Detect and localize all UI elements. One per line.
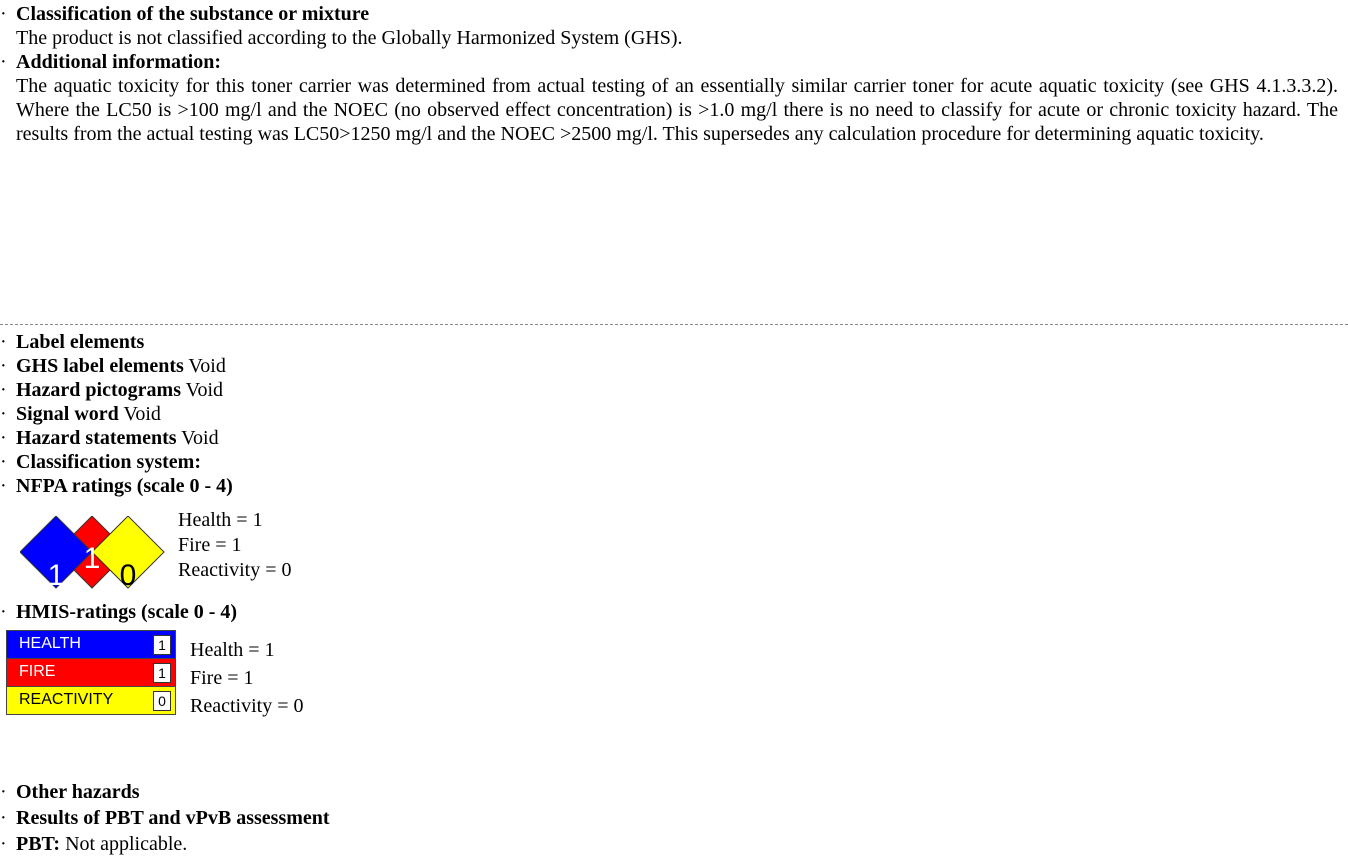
hazard-pictograms-line <box>0 378 223 402</box>
other-hazards-heading: Other hazards <box>16 781 140 803</box>
ghs-label-line <box>0 354 226 378</box>
hmis-health-label: HEALTH <box>19 635 81 652</box>
bullet: · <box>0 427 7 449</box>
hazard-statements-value: Void <box>181 427 219 449</box>
bullet: · <box>0 781 7 803</box>
pbt-value: Not applicable. <box>65 833 188 855</box>
ghs-value: Void <box>188 355 226 377</box>
hmis-label-icon <box>6 630 176 715</box>
bullet: · <box>0 807 7 829</box>
nfpa-fire-text: Fire = 1 <box>178 534 242 556</box>
nfpa-reactivity-value: 0 <box>119 559 137 592</box>
classification-text: The product is not classified according to the Globally Harmonized System (GHS). <box>16 27 683 49</box>
nfpa-heading: NFPA ratings (scale 0 - 4) <box>16 475 233 497</box>
pbt-heading-line <box>0 806 330 830</box>
hmis-health-text: Health = 1 <box>190 639 275 661</box>
bullet: · <box>0 331 7 353</box>
hmis-health-value: 1 <box>153 635 171 655</box>
signal-word-value: Void <box>123 403 161 425</box>
pbt-line <box>0 832 187 856</box>
nfpa-legend <box>178 508 291 583</box>
additional-heading: Additional information: <box>16 51 222 73</box>
hazard-statements-line <box>0 426 219 450</box>
hmis-health-row <box>6 630 176 658</box>
additional-text: The aquatic toxicity for this toner carrier was determined from actual testing of an essentially similar carrier toner for acute aquatic toxicity (see GHS 4.1.3.3.2). Where the LC50 is >100 mg/l and the NOEC (no observed effect concentration) is >1.0 mg/l there is no need to classify for acute or chronic toxicity hazard. The results from the actual testing was LC50>1250 mg/l and the NOEC >2500 mg/l. This supersedes any calculation procedure for determining aquatic toxicity. <box>16 75 1338 145</box>
bullet: · <box>0 475 7 497</box>
hmis-fire-text: Fire = 1 <box>190 667 254 689</box>
ghs-label: GHS label elements <box>16 355 184 377</box>
other-hazards-line <box>0 780 140 804</box>
bullet: · <box>0 451 7 473</box>
nfpa-fire-value: 1 <box>83 542 101 575</box>
section-divider <box>0 324 1348 325</box>
signal-word-line <box>0 402 161 426</box>
hmis-reactivity-text: Reactivity = 0 <box>190 695 304 717</box>
classification-heading: Classification of the substance or mixture <box>16 3 370 25</box>
hazard-pictograms-label: Hazard pictograms <box>16 379 181 401</box>
hazard-statements-label: Hazard statements <box>16 427 177 449</box>
signal-word-label: Signal word <box>16 403 119 425</box>
bullet: · <box>0 403 7 425</box>
bullet: · <box>0 51 7 73</box>
nfpa-reactivity-text: Reactivity = 0 <box>178 559 292 581</box>
hazard-pictograms-value: Void <box>185 379 224 401</box>
nfpa-heading-line <box>0 474 233 498</box>
classification-heading-line <box>0 2 369 26</box>
label-elements-heading: Label elements <box>16 331 145 353</box>
classification-system-label: Classification system: <box>16 451 201 473</box>
hmis-fire-value: 1 <box>153 663 171 683</box>
nfpa-diamond-icon <box>20 516 166 592</box>
bullet: · <box>0 833 7 855</box>
label-elements-line <box>0 330 144 354</box>
hmis-heading-line <box>0 600 237 624</box>
hmis-heading: HMIS-ratings (scale 0 - 4) <box>16 601 238 623</box>
bullet: · <box>0 3 7 25</box>
hmis-reactivity-row <box>6 686 176 715</box>
bullet: · <box>0 601 7 623</box>
hmis-legend <box>190 638 303 722</box>
pbt-label: PBT: <box>16 833 61 855</box>
additional-heading-line <box>0 50 221 74</box>
hmis-fire-row <box>6 658 176 686</box>
bullet: · <box>0 379 7 401</box>
pbt-heading: Results of PBT and vPvB assessment <box>16 807 330 829</box>
bullet: · <box>0 355 7 377</box>
nfpa-health-value: 1 <box>47 559 65 592</box>
nfpa-health-text: Health = 1 <box>178 509 263 531</box>
hmis-fire-label: FIRE <box>19 663 56 680</box>
hmis-reactivity-value: 0 <box>153 691 171 711</box>
hmis-reactivity-label: REACTIVITY <box>19 691 114 708</box>
classification-system-line <box>0 450 201 474</box>
